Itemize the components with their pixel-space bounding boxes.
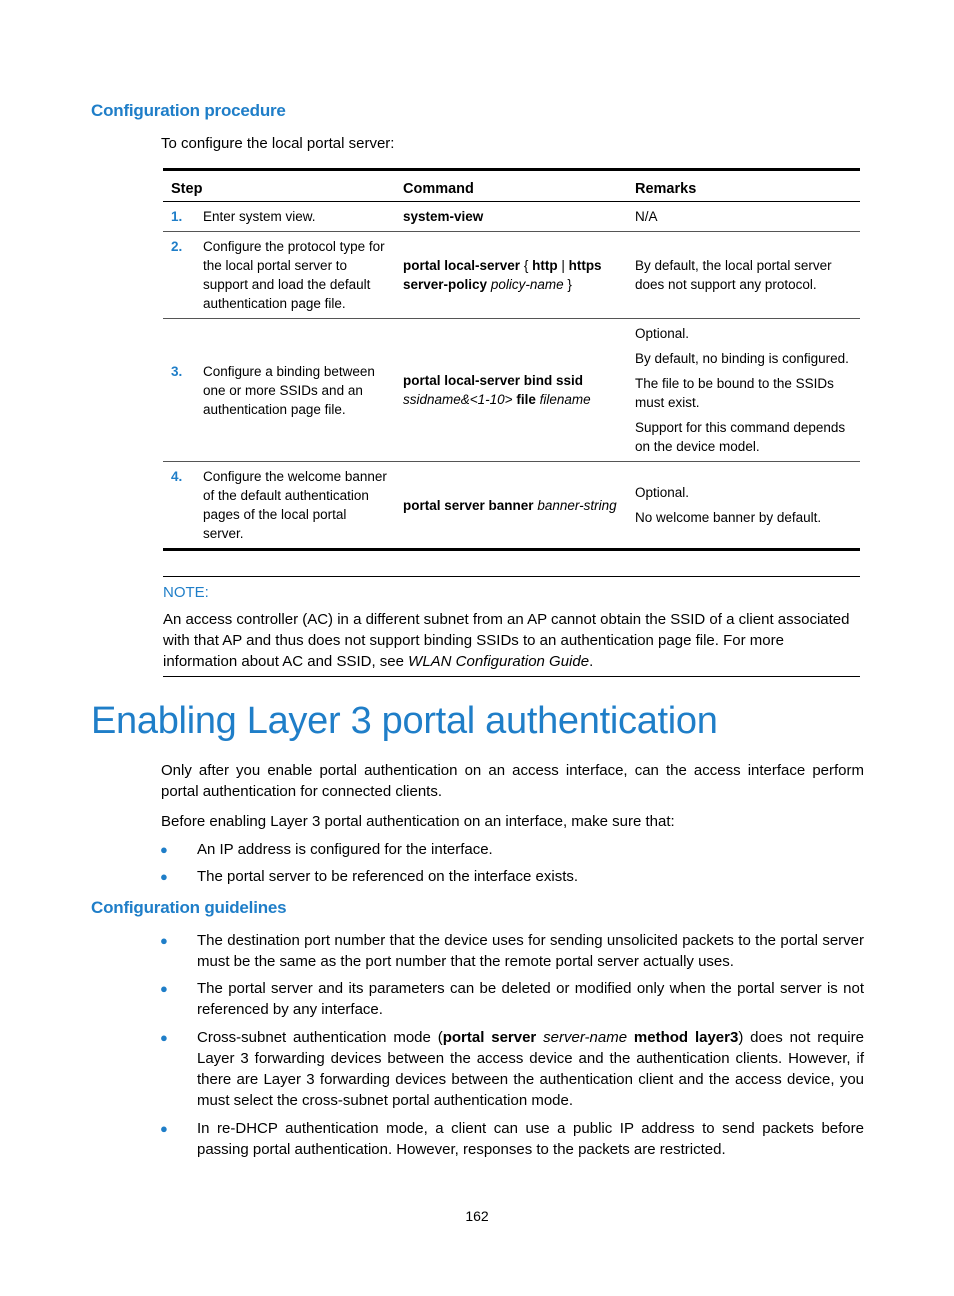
table-row [163,462,860,550]
step-number: 2. [171,239,183,254]
list-item: ● Cross-subnet authentication mode (portal server server-name method layer3) does not require Layer 3 forwarding devices between the access device and the authentication clients. However, if there are Layer 3 forwarding devices between the authentication client and the access device, you must select the cross-subnet portal authentication mode. [160,1029,864,1109]
table-row [163,232,860,319]
column-header-command: Command [395,170,627,202]
note-doc-reference: WLAN Configuration Guide [408,653,590,670]
step-cell [163,319,395,462]
bullet-icon: ● [160,1030,168,1045]
remarks-cell: Optional. By default, no binding is configured. The file to be bound to the SSIDs must exist. Support for this command depends on the device model. [627,319,860,462]
remarks-cell: By default, the local portal server does not support any protocol. [627,232,860,319]
note-box [163,576,860,677]
page-title: Enabling Layer 3 portal authentication [91,700,718,742]
section-heading-configuration-guidelines: Configuration guidelines [91,898,287,917]
steps-table [163,168,860,551]
step-cell [163,232,395,319]
command-cell: portal local-server { http | https server-policy policy-name } [395,232,627,319]
list-item: ● An IP address is configured for the interface. [160,841,493,858]
bullet-icon: ● [160,981,168,996]
bullet-icon: ● [160,842,168,857]
step-cell [163,462,395,550]
step-number: 1. [171,209,183,224]
list-item: ● In re-DHCP authentication mode, a client can use a public IP address to send packets before passing portal authentication. However, responses to the packets are restricted. [160,1120,864,1158]
list-item: ● The destination port number that the device uses for sending unsolicited packets to the portal server must be the same as the port number that the remote portal server actually uses. [160,932,864,970]
note-title: NOTE: [163,584,209,601]
step-description: Configure the protocol type for the local portal server to support and load the default authentication page file. [203,239,385,311]
list-item: ● The portal server and its parameters can be deleted or modified only when the portal server is not referenced by any interface. [160,980,864,1018]
enable-paragraph-2: Before enabling Layer 3 portal authentication on an interface, make sure that: [161,813,675,830]
bullet-icon: ● [160,933,168,948]
command-cell: portal local-server bind ssid ssidname&<1-10> file filename [395,319,627,462]
column-header-remarks: Remarks [627,170,860,202]
step-description: Configure the welcome banner of the default authentication pages of the local portal server. [203,469,387,541]
enable-paragraph-1: Only after you enable portal authentication on an access interface, can the access interface perform portal authentication for connected clients. [161,762,864,800]
page-number: 162 [465,1208,489,1224]
step-number: 3. [171,363,183,379]
remarks-cell: Optional. No welcome banner by default. [635,485,822,525]
table-row [163,202,860,232]
command-cell: system-view [395,202,627,232]
step-description: Enter system view. [203,209,316,224]
table-row [163,319,860,462]
intro-text: To configure the local portal server: [161,135,395,152]
command-cell: portal server banner banner-string [403,497,617,513]
column-header-step: Step [163,170,395,202]
bullet-icon: ● [160,1121,168,1136]
step-description: Configure a binding between one or more SSIDs and an authentication page file. [203,363,375,417]
list-item: ● The portal server to be referenced on the interface exists. [160,868,579,885]
step-cell [163,202,395,232]
bullet-icon: ● [160,869,168,884]
step-number: 4. [171,469,183,484]
section-heading-configuration-procedure: Configuration procedure [91,101,286,120]
note-body: An access controller (AC) in a different subnet from an AP cannot obtain the SSID of a client associated with that AP and thus does not support binding SSIDs to an authentication page file. For more information about AC and SSID, see WLAN Configuration Guide. [163,611,850,670]
remarks-cell: N/A [627,202,860,232]
table-header-row [163,170,860,202]
